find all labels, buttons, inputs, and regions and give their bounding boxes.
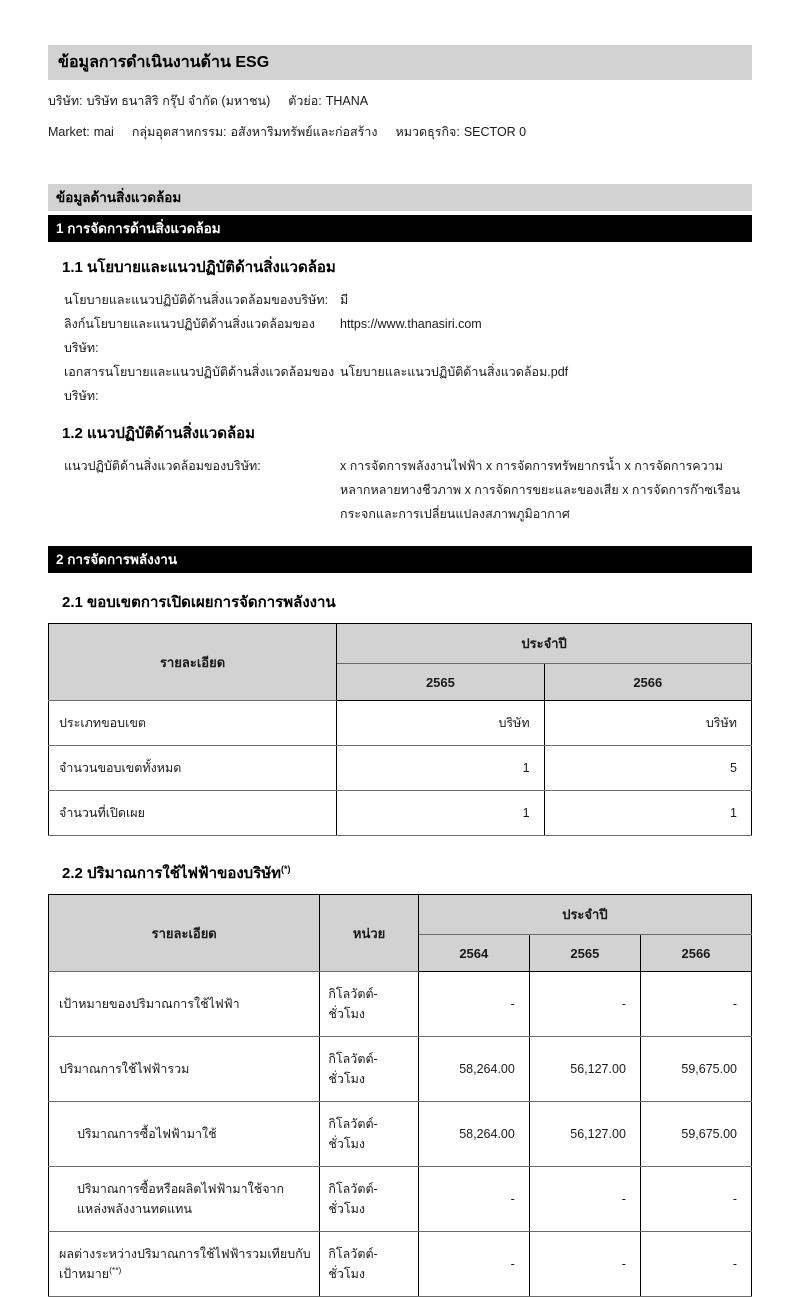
sector-label: หมวดธุรกิจ: <box>395 125 460 139</box>
elec-row-value: 56,127.00 <box>529 1037 640 1102</box>
sector-value: SECTOR 0 <box>463 125 527 139</box>
market-meta-line <box>48 122 752 142</box>
scope-row-value: 1 <box>544 791 751 836</box>
page-title: ข้อมูลการดำเนินงานด้าน ESG <box>48 45 752 80</box>
elec-row-label: ผลต่างระหว่างปริมาณการใช้ไฟฟ้ารวมเทียบกับเป้าหมาย(**) <box>49 1232 320 1297</box>
company-name: บริษัท ธนาสิริ กรุ๊ป จำกัด (มหาชน) <box>86 94 271 108</box>
heading-2-2: 2.2 ปริมาณการใช้ไฟฟ้าของบริษัท(*) <box>62 864 291 882</box>
policy-document-label: เอกสารนโยบายและแนวปฏิบัติด้านสิ่งแวดล้อมของบริษัท: <box>64 365 335 403</box>
industry-label: กลุ่มอุตสาหกรรม: <box>131 125 227 139</box>
heading-2-2-footnote-marker: (*) <box>281 864 291 874</box>
company-meta-line <box>48 91 752 111</box>
elec-row-value: - <box>640 972 751 1037</box>
kv-row-policy-exists <box>64 288 752 312</box>
scope-row-value: 1 <box>337 746 544 791</box>
elec-row-value: 58,264.00 <box>418 1102 529 1167</box>
practice-kv-block <box>64 454 752 526</box>
elec-col-unit-header: หน่วย <box>320 895 418 972</box>
section-2-bar: 2 การจัดการพลังงาน <box>48 546 752 573</box>
elec-row-unit: กิโลวัตต์-ชั่วโมง <box>320 1037 418 1102</box>
company-label: บริษัท: <box>48 94 83 108</box>
environment-section-bar: ข้อมูลด้านสิ่งแวดล้อม <box>48 184 752 211</box>
scope-row-label: จำนวนขอบเขตทั้งหมด <box>49 746 337 791</box>
table-row <box>49 701 752 746</box>
heading-2-1: 2.1 ขอบเขตการเปิดเผยการจัดการพลังงาน <box>62 594 336 611</box>
heading-1-2: 1.2 แนวปฏิบัติด้านสิ่งแวดล้อม <box>62 425 256 442</box>
scope-row-value: 1 <box>337 791 544 836</box>
elec-row-value: - <box>529 1232 640 1297</box>
kv-row-practice <box>64 454 752 526</box>
elec-row-value: 59,675.00 <box>640 1037 751 1102</box>
policy-document-link[interactable]: นโยบายและแนวปฏิบัติด้านสิ่งแวดล้อม.pdf <box>340 365 569 379</box>
elec-row-unit: กิโลวัตต์-ชั่วโมง <box>320 1232 418 1297</box>
industry-value: อสังหาริมทรัพย์และก่อสร้าง <box>230 125 378 139</box>
table-row <box>49 791 752 836</box>
elec-row-value: - <box>418 972 529 1037</box>
elec-row-value: - <box>640 1167 751 1232</box>
elec-row-label: ปริมาณการซื้อไฟฟ้ามาใช้ <box>49 1102 320 1167</box>
scope-row-value: 5 <box>544 746 751 791</box>
elec-year-2566-header: 2566 <box>640 935 751 972</box>
elec-row-value: - <box>529 972 640 1037</box>
practice-value: x การจัดการพลังงานไฟฟ้า x การจัดการทรัพยากรน้ำ x การจัดการความหลากหลายทางชีวภาพ x การจัดการขยะและของเสีย x การจัดการก๊าซเรือนกระจกและการเปลี่ยนแปลงสภาพภูมิอากาศ <box>340 459 741 521</box>
heading-1-1: 1.1 นโยบายและแนวปฏิบัติด้านสิ่งแวดล้อม <box>62 259 336 276</box>
scope-row-value: บริษัท <box>337 701 544 746</box>
scope-disclosure-table <box>48 623 752 836</box>
elec-row-unit: กิโลวัตต์-ชั่วโมง <box>320 972 418 1037</box>
policy-exists-value: มี <box>340 293 349 307</box>
table-row <box>49 1167 752 1232</box>
elec-row-label: ปริมาณการใช้ไฟฟ้ารวม <box>49 1037 320 1102</box>
policy-kv-block <box>64 288 752 408</box>
elec-row-value: - <box>529 1167 640 1232</box>
table-row <box>49 1232 752 1297</box>
scope-year-2565-header: 2565 <box>337 664 544 701</box>
elec-col-detail-header: รายละเอียด <box>49 895 320 972</box>
elec-year-2565-header: 2565 <box>529 935 640 972</box>
ticker-value: THANA <box>325 94 369 108</box>
scope-year-group-header: ประจำปี <box>337 624 752 664</box>
kv-row-policy-document <box>64 360 752 408</box>
ticker-label: ตัวย่อ: <box>288 94 322 108</box>
section-1-bar: 1 การจัดการด้านสิ่งแวดล้อม <box>48 215 752 242</box>
scope-year-2566-header: 2566 <box>544 664 751 701</box>
market-value: mai <box>93 125 114 139</box>
scope-row-label: ประเภทขอบเขต <box>49 701 337 746</box>
elec-row-unit: กิโลวัตต์-ชั่วโมง <box>320 1102 418 1167</box>
electricity-usage-table <box>48 894 752 1297</box>
elec-row-unit: กิโลวัตต์-ชั่วโมง <box>320 1167 418 1232</box>
scope-col-detail-header: รายละเอียด <box>49 624 337 701</box>
table-row <box>49 972 752 1037</box>
table-row <box>49 1037 752 1102</box>
elec-row-value: - <box>640 1232 751 1297</box>
scope-row-value: บริษัท <box>544 701 751 746</box>
elec-row-value: - <box>418 1167 529 1232</box>
table-row <box>49 1102 752 1167</box>
policy-link-label: ลิงก์นโยบายและแนวปฏิบัติด้านสิ่งแวดล้อมของบริษัท: <box>64 317 315 355</box>
elec-row-value: - <box>418 1232 529 1297</box>
elec-row-label: เป้าหมายของปริมาณการใช้ไฟฟ้า <box>49 972 320 1037</box>
elec-row-value: 58,264.00 <box>418 1037 529 1102</box>
table-row <box>49 746 752 791</box>
elec-year-2564-header: 2564 <box>418 935 529 972</box>
kv-row-policy-link <box>64 312 752 360</box>
elec-row-value: 59,675.00 <box>640 1102 751 1167</box>
elec-row-label: ปริมาณการซื้อหรือผลิตไฟฟ้ามาใช้จากแหล่งพลังงานทดแทน <box>49 1167 320 1232</box>
policy-exists-label: นโยบายและแนวปฏิบัติด้านสิ่งแวดล้อมของบริษัท: <box>64 293 329 307</box>
row-footnote-marker: (**) <box>109 1264 122 1275</box>
scope-row-label: จำนวนที่เปิดเผย <box>49 791 337 836</box>
policy-url-link[interactable]: https://www.thanasiri.com <box>340 317 482 331</box>
elec-year-group-header: ประจำปี <box>418 895 751 935</box>
practice-label: แนวปฏิบัติด้านสิ่งแวดล้อมของบริษัท: <box>64 459 261 473</box>
elec-row-value: 56,127.00 <box>529 1102 640 1167</box>
market-label: Market: <box>48 125 90 139</box>
